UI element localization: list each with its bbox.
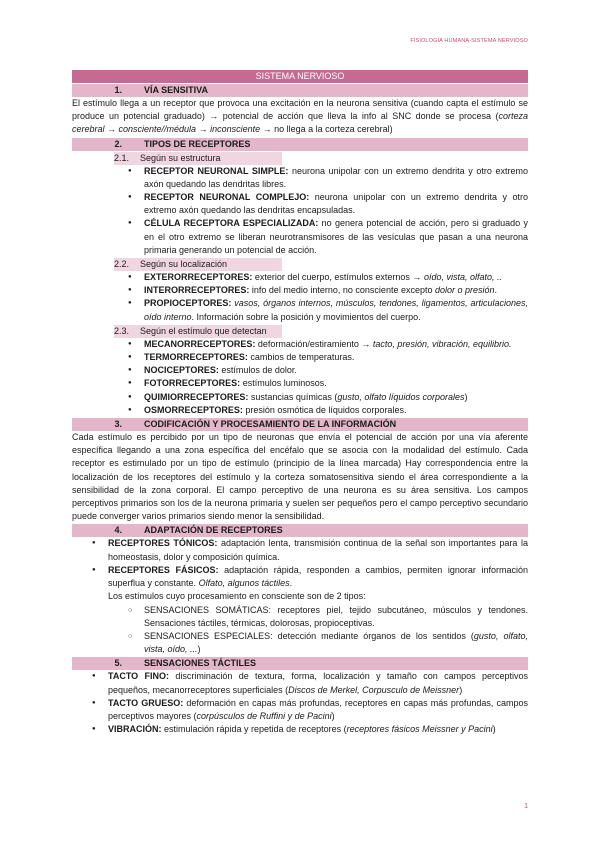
list-item: ● TACTO FINO: discriminación de textura, forma, localización y tamaño con campos perceptivos pequeños, mecanorreceptores superficiales (Discos de Merkel, Corpusculo de Meissner) [72,670,528,696]
list-item: ○ SENSACIONES ESPECIALES: detección mediante órganos de los sentidos (gusto, olfato, vista, oído, ...) [72,630,528,656]
subsection-heading: 2.1. Según su estructura [114,152,282,165]
section-number: 5. [114,658,122,669]
section-number: 4. [114,525,122,536]
list-item: ● QUIMIORRECEPTORES: sustancias químicas (gusto, olfato líquidos corporales) [72,391,528,404]
sub-bullet-list [72,604,528,657]
section-number: 1. [114,85,122,95]
list-note: Los estímulos cuyo procesamiento en consciente son de 2 tipos: [108,591,366,602]
list-item: ○ SENSACIONES SOMÁTICAS: receptores piel, tejido subcutáneo, músculos y tendones. Sensaciones táctiles, térmicas, dolorosas, propioceptivas. [72,604,528,630]
document-body [72,70,528,736]
section-heading-1 [72,84,528,97]
section-heading-4 [72,524,528,537]
section-heading-3 [72,418,528,431]
section-title: SENSACIONES TÁCTILES [144,658,257,669]
section-heading-2 [72,138,528,151]
list-item: ● INTERORRECEPTORES: info del medio interno, no consciente excepto dolor o presión. [72,284,528,297]
list-item: ● PROPIOCEPTORES: vasos, órganos internos, músculos, tendones, ligamentos, articulaciones, oído interno. Información sobre la posición y movimientos del cuerpo. [72,297,528,323]
section-title: ADAPTACIÓN DE RECEPTORES [144,525,283,536]
subsection-heading: 2.3. Según el estímulo que detectan [114,325,282,338]
list-item: ● NOCICEPTORES: estímulos de dolor. [72,364,528,377]
section-title: TIPOS DE RECEPTORES [144,138,251,149]
bullet-list [72,338,528,417]
list-item: ● TERMORRECEPTORES: cambios de temperaturas. [72,351,528,364]
bullet-list [72,165,528,257]
list-item: ● RECEPTOR NEURONAL SIMPLE: neurona unipolar con un extremo dendrita y otro extremo axón quedando las dendritas libres. [72,165,528,191]
section-title: VÍA SENSITIVA [144,85,209,95]
bullet-list [72,670,528,736]
section-title: CODIFICACIÓN Y PROCESAMIENTO DE LA INFORMACIÓN [144,419,397,430]
list-item: ● RECEPTORES TÓNICOS: adaptación lenta, transmisión continua de la señal son importantes para la homeostasis, dolor y composición química. [72,537,528,563]
list-item: ● TACTO GRUESO: deformación en capas más profundas, receptores en capas más profundas, campos perceptivos mayores (corpúsculos de Ruffini y de Pacini) [72,697,528,723]
running-header: FISIOLOGÍA HUMANA-SISTEMA NERVIOSO [410,38,528,44]
paragraph: Cada estímulo es percibido por un tipo de neuronas que envía el potencial de acción por una vía aferente específica llegando a una zona específica del encéfalo que se asocia con la modalidad del estímulo. Cada receptor es estimulado por un tipo de estímulo (principio de la línea marcada) Hay correspondencia entre la localización de los receptores del estímulo y la corteza somatosensitiva siendo el área correspondiente a la sensibilidad de la zona corporal. El campo perceptivo de una neurona es su área sensitiva. Los campos perceptivos primarios son los de la neurona primaria y suelen ser pequeños pero el campo perceptivo secundario puede converger varios primarios siendo menor la sensibilidad. [72,432,528,522]
paragraph: El estímulo llega a un receptor que provoca una excitación en la neurona sensitiva (cuando capta el estímulo se produce un potencial graduado) → potencial de acción que lleva la info al SNC donde se procesa (corteza cerebral → consciente//médula → inconsciente → no llega a la corteza cerebral) [72,98,528,135]
list-item: ● FOTORRECEPTORES: estímulos luminosos. [72,377,528,390]
section-number: 3. [114,419,122,430]
subsection-heading: 2.2. Según su localización [114,258,282,271]
page-number: 1 [524,803,528,810]
list-item: ● RECEPTOR NEURONAL COMPLEJO: neurona unipolar con un extremo dendrita y otro extremo axón quedando las dendritas encapsuladas. [72,191,528,217]
section-number: 2. [114,138,122,149]
section-heading-5 [72,657,528,670]
list-item: ● MECANORRECEPTORES: deformación/estiramiento → tacto, presión, vibración, equilibrio. [72,338,528,351]
list-item: ● OSMORRECEPTORES: presión osmótica de líquidos corporales. [72,404,528,417]
bullet-list [72,271,528,324]
list-item: ● EXTERORRECEPTORES: exterior del cuerpo, estímulos externos → oído, vista, olfato, .. [72,271,528,284]
bullet-list [72,537,528,590]
list-item: ● CÉLULA RECEPTORA ESPECIALIZADA: no genera potencial de acción, pero si graduado y en el otro extremo se liberan neurotransmisores de las vesículas que pasan a una neurona primaria generando un potencial de acción. [72,217,528,257]
list-item: ● RECEPTORES FÁSICOS: adaptación rápida, responden a cambios, permiten ignorar información superflua y constante. Olfato, algunos táctiles. [72,564,528,590]
document-title: SISTEMA NERVIOSO [72,70,528,83]
list-item: ● VIBRACIÓN: estimulación rápida y repetida de receptores (receptores fásicos Meissner y Pacini) [72,723,528,736]
